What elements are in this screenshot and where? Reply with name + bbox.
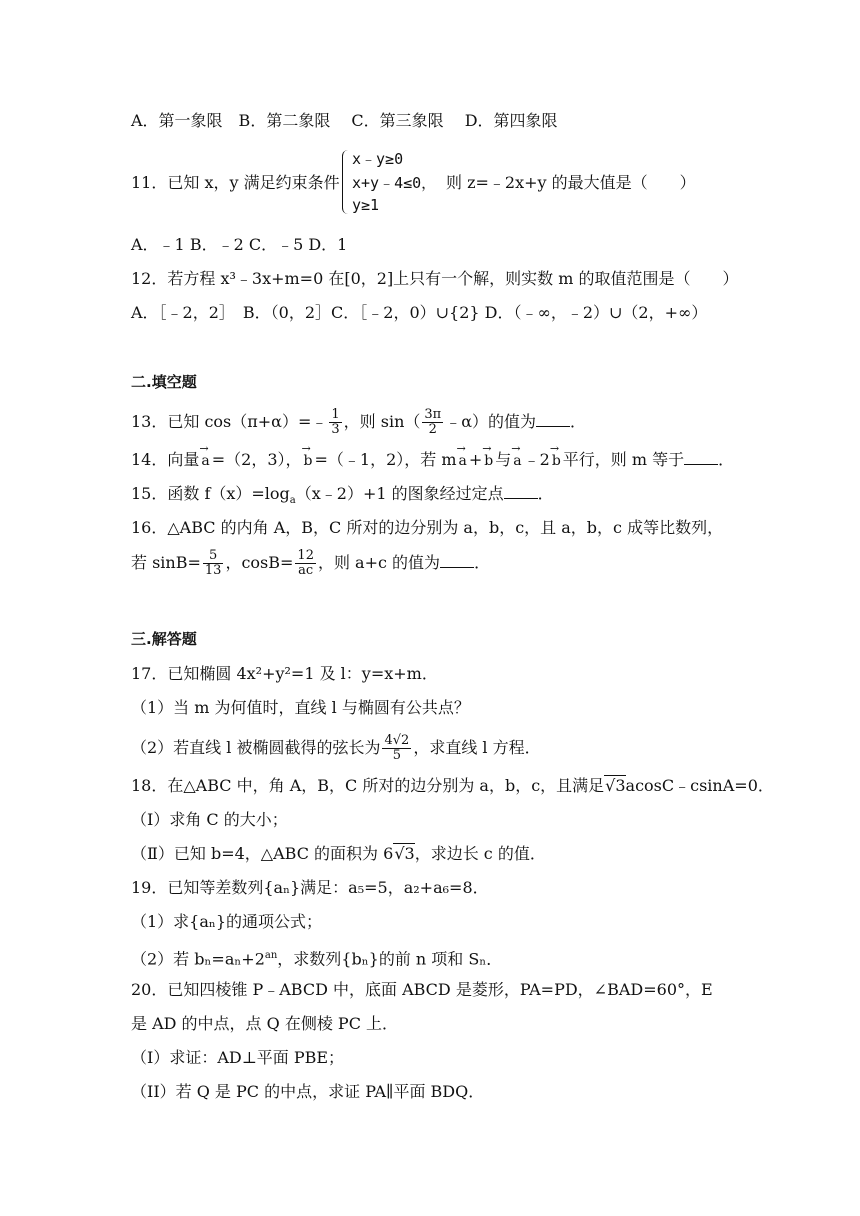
q10-options: A．第一象限 B．第二象限 C．第三象限 D．第四象限 (131, 111, 558, 130)
section-answer: 三.解答题 (131, 630, 197, 648)
q11-constraint-1: x﹣y≥0 (352, 150, 404, 168)
q20-line4: （II）若 Q 是 PC 的中点，求证 PA∥平面 BDQ． (131, 1082, 485, 1101)
q19-line3: （2）若 $b_n=a_n+2^{an}$，求数列{bₙ}的前 n 项和 Sₙ． (131, 949, 503, 969)
q12-options: A．［﹣2，2］ B．（0，2］C．［﹣2，0）∪{2} D．（﹣∞，﹣2）∪（2，+∞） (131, 303, 708, 322)
q20-line1: 20．已知四棱锥 P﹣ABCD 中，底面 ABCD 是菱形，PA=PD，∠BAD=60°，E (131, 980, 713, 999)
answer-blank (504, 484, 538, 499)
q20-line2: 是 AD 的中点，点 Q 在侧棱 PC 上． (131, 1014, 399, 1033)
q18-line1: 18．在△ABC 中，角 A，B，C 所对的边分别为 a，b，c，且满足√3acosC﹣csinA=0． (131, 776, 774, 795)
q19-line1: 19．已知等差数列{aₙ}满足：a₅=5，a₂+a₆=8． (131, 878, 489, 897)
answer-blank (440, 553, 474, 568)
answer-blank (684, 450, 718, 465)
q19-line2: （1）求{aₙ}的通项公式； (131, 912, 323, 931)
q11-prefix: 11．已知 x，y 满足约束条件 (131, 173, 340, 192)
q14: 14．向量→ a =（2，3），→ b =（﹣1，2），若 m→ a +→ b 与→ a ﹣2→ b 平行，则 m 等于 ． (131, 450, 734, 471)
q18-line2: （Ⅰ）求角 C 的大小； (131, 810, 288, 829)
constraint-brace (342, 150, 351, 214)
q15: 15．函数 $f(x)=\log_a(x﹣2)+1$ 的图象经过定点 ． (131, 484, 554, 507)
q11-constraint-2: x+y﹣4≤0， (352, 174, 437, 192)
section-fill-blank: 二.填空题 (131, 373, 197, 391)
q18-line3: （Ⅱ）已知 b=4，△ABC 的面积为 6√3，求边长 c 的值． (131, 844, 546, 863)
q17-line1: 17．已知椭圆 4x²+y²=1 及 l：y=x+m． (131, 664, 438, 683)
q17-line3: （2）若直线 l 被椭圆截得的弦长为 $\frac{4√2}{5}$ ，求直线 l 方程． (131, 733, 541, 763)
q16-line1: 16．△ABC 的内角 A，B，C 所对的边分别为 a，b，c，且 a，b，c 成等比数列， (131, 518, 724, 537)
q16-line2: 若 sinB= $\frac{5}{13}$ ，cosB= $\frac{12}{ac}$ ，则 a+c 的值为 ． (131, 548, 491, 578)
q13: 13．已知 cos（π+α）=﹣ $\frac{1}{3}$ ，则 sin（ $\frac{3\pi}{2}$ ﹣α）的值为 ． (131, 407, 587, 437)
answer-blank (536, 412, 570, 427)
q17-line2: （1）当 m 为何值时，直线 l 与椭圆有公共点？ (131, 698, 470, 717)
q12-text: 12．若方程 x³﹣3x+m=0 在[0，2]上只有一个解，则实数 m 的取值范围是（ ） (131, 269, 739, 288)
q20-line3: （I）求证：AD⊥平面 PBE； (131, 1048, 345, 1067)
q11-constraint-3: y≥1 (352, 196, 380, 214)
q11-postfix: 则 z=﹣2x+y 的最大值是（ ） (446, 173, 696, 192)
q11-options: A．﹣1 B．﹣2 C．﹣5 D．1 (131, 235, 348, 254)
